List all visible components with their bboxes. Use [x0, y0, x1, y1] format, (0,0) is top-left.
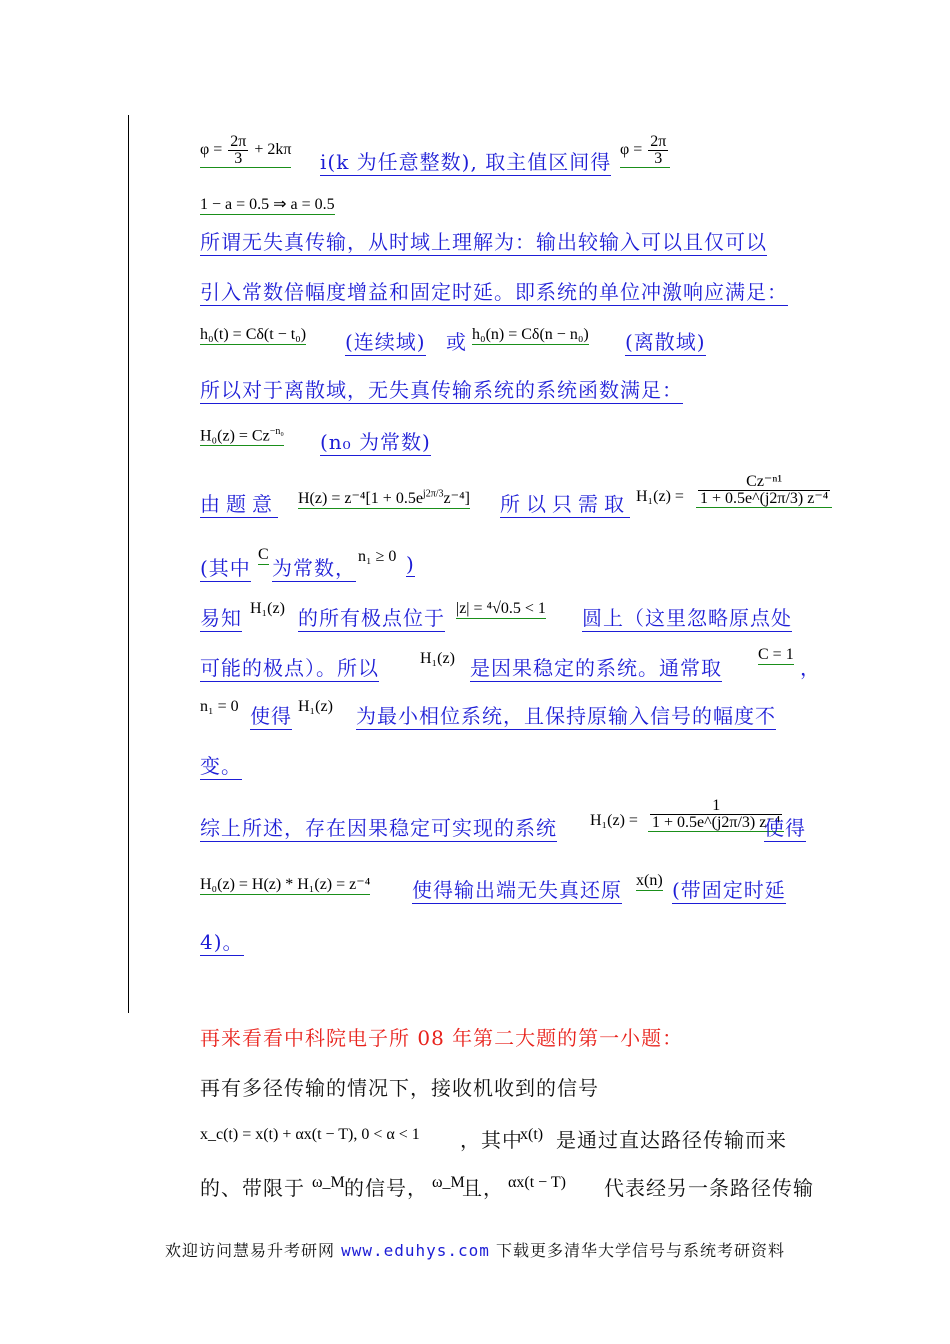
line-impulse-response: h₀(t) = Cδ(t − t₀) (连续域) 或 h₀(n) = Cδ(n − n₀) (离散域): [200, 326, 706, 354]
line-next-problem: 再来看看中科院电子所 08 年第二大题的第一小题：: [200, 1026, 684, 1050]
phase-note: i(k 为任意整数), 取主值区间得: [320, 146, 611, 176]
line-discrete-system: 所以对于离散域，无失真传输系统的系统函数满足：: [0, 374, 950, 414]
line-constants: (其中 C 为常数， n₁ ≥ 0 ): [200, 546, 415, 580]
line-min-phase: n₁ = 0 使得 H₁(z) 为最小相位系统，且保持原输入信号的幅度不: [200, 698, 776, 728]
line-multipath: 再有多径传输的情况下，接收机收到的信号: [200, 1076, 599, 1100]
footer-link[interactable]: www.eduhys.com: [341, 1241, 490, 1260]
line-impulse-intro: 引入常数倍幅度增益和固定时延。即系统的单位冲激响应满足：: [0, 276, 950, 316]
line-distortionless-def: 所谓无失真传输，从时域上理解为：输出较输入可以且仅可以: [0, 226, 950, 266]
page-footer: [0, 1238, 950, 1261]
principal-value: φ = $\frac{2\pi}{3}$: [620, 134, 670, 168]
phase-expression: φ = $\frac{2\pi}{3}$ + 2kπ: [200, 133, 292, 167]
line-h0: $H_0(z) = Cz^{-n_0}$ (n₀ 为常数): [200, 426, 431, 454]
line-poles: 易知 H₁(z) 的所有极点位于 |z| = ⁴√0.5 < 1 圆上（这里忽略原点处: [200, 600, 792, 630]
footer-suffix: 下载更多清华大学信号与系统考研资料: [496, 1241, 786, 1260]
footer-prefix: 欢迎访问慧易升考研网: [164, 1241, 335, 1260]
line-summary: 综上所述，存在因果稳定可实现的系统 H₁(z) = $\frac{1}{\text{1 + 0.5e\textasciicircum{}(j2π/3) z⁻⁴}}$ 使得: [200, 797, 806, 840]
line-phase: [0, 134, 950, 174]
line-bandlimited: 的、带限于 ω_M 的信号， ω_M 且， αx(t − T) 代表经另一条路径传输: [200, 1174, 814, 1200]
line-unchanged: 变。: [0, 748, 950, 788]
phase-fraction-num: 2π: [230, 133, 247, 150]
line-delay: 4)。: [0, 924, 950, 964]
line-causal-stable: 可能的极点）。所以 H₁(z) 是因果稳定的系统。通常取 C = 1 ，: [200, 646, 821, 680]
phase-fraction-den: 3: [234, 150, 243, 167]
line-restore: H₀(z) = H(z) * H₁(z) = z⁻⁴ 使得输出端无失真还原 x(n) (带固定时延: [200, 872, 786, 902]
line-h1-choice: 由题意 $H(z) = z^{-4}[1 + 0.5e^{j2\pi/3}z^{-4}]$ 所以只需取 H₁(z) = $\frac{\text{Cz⁻ⁿ¹}}{\text{1 + 0.5e\textasciicircum{}(j2π/3) z⁻⁴}}$: [0, 478, 950, 518]
a-equation: 1 − a = 0.5 ⇒ a = 0.5: [200, 196, 335, 213]
line-received-signal: x_c(t) = x(t) + αx(t − T), 0 < α < 1 ，其中 x(t) 是通过直达路径传输而来: [200, 1126, 787, 1152]
